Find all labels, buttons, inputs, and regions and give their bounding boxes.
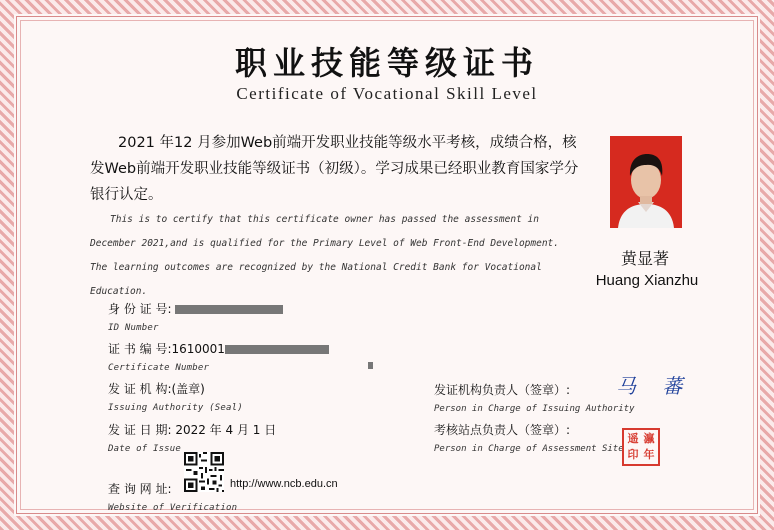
statement-en-text: This is to certify that this certificate owner has passed the assessment in December 2021,and is qualified for the Primary Level of Web Front-End Development. The learning outcomes are recognized by the National Credit Bank for Vocational Education. <box>90 214 559 297</box>
issuer-label-en: Issuing Authority (Seal) <box>108 403 243 413</box>
cert-number-redacted <box>225 345 329 354</box>
holder-name-en: Huang Xianzhu <box>595 272 699 289</box>
certification-statement-en <box>90 208 570 304</box>
cert-number-label: 证 书 编 号: <box>108 342 172 356</box>
holder-name-cn: 黄显著 <box>620 249 669 268</box>
web-label: 查 询 网 址: <box>108 482 172 496</box>
cert-number-value: 1610001 <box>171 342 225 356</box>
seal-char: 遥 <box>627 432 639 445</box>
id-number-redacted <box>175 305 283 314</box>
authority-sign-label-en: Person in Charge of Issuing Authority <box>434 404 635 414</box>
site-sign-label-en: Person in Charge of Assessment Site <box>434 444 624 454</box>
date-label-en: Date of Issue <box>108 444 182 454</box>
redaction-mark <box>368 362 373 369</box>
certification-statement-cn <box>90 130 580 208</box>
id-number-label: 身 份 证 号: <box>108 302 172 316</box>
certificate-number-field <box>108 340 329 373</box>
issuer-label: 发 证 机 构:(盖章) <box>108 382 205 396</box>
authority-signature: 马 蕃 <box>616 374 693 398</box>
id-number-label-en: ID Number <box>108 323 159 333</box>
issuing-authority-field <box>108 380 243 413</box>
seal-char: 瀛 <box>643 432 655 445</box>
date-label: 发 证 日 期: <box>108 423 172 437</box>
site-signature-field <box>434 421 624 454</box>
portrait-image <box>610 136 682 228</box>
id-number-field <box>108 300 283 333</box>
qr-code[interactable] <box>184 452 224 492</box>
authority-signature-field <box>434 381 634 414</box>
authority-sign-label: 发证机构负责人（签章）: <box>434 383 571 397</box>
web-label-en: Website of Verification <box>108 503 238 513</box>
cert-number-label-en: Certificate Number <box>108 363 210 373</box>
site-sign-label: 考核站点负责人（签章）: <box>434 423 571 437</box>
personal-seal-stamp <box>622 428 660 466</box>
seal-char: 年 <box>643 448 655 461</box>
certificate-title-cn: 职业技能等级证书 <box>234 44 539 82</box>
statement-cn-text: 2021 年12 月参加Web前端开发职业技能等级水平考核，成绩合格，核发Web前端开发职业技能等级证书（初级）。学习成果已经职业教育国家学分银行认定。 <box>90 135 579 203</box>
certificate-title-en: Certificate of Vocational Skill Level <box>236 84 538 103</box>
verification-url[interactable]: http://www.ncb.edu.cn <box>230 478 338 490</box>
seal-char: 印 <box>627 448 639 461</box>
date-value: 2022 年 4 月 1 日 <box>175 423 277 437</box>
holder-photo <box>610 136 682 228</box>
date-of-issue-field <box>108 421 276 454</box>
